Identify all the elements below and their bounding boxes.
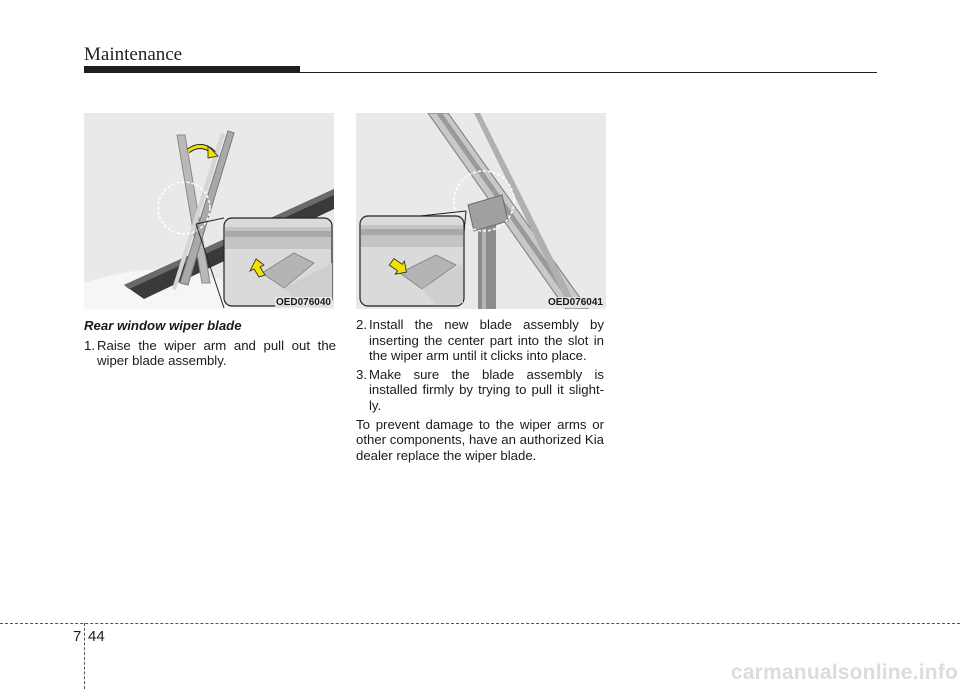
step-text: Raise the wiper arm and pull out the wiper blade assembly. (97, 337, 336, 369)
chapter-number: 7 (73, 628, 82, 645)
figure-blade-install (356, 113, 606, 309)
left-text-column (84, 318, 336, 372)
header-bar (84, 66, 300, 73)
blade-install-illustration (356, 113, 606, 309)
footer-rule (0, 623, 960, 624)
wiper-raise-illustration (84, 113, 334, 309)
page-header-title: Maintenance (84, 44, 183, 65)
figure-rear-wiper-raise (84, 113, 334, 309)
step-item (84, 338, 336, 369)
step-number: 3. (356, 366, 367, 382)
step-item (356, 317, 604, 364)
right-text-column (356, 317, 604, 463)
step-item (356, 367, 604, 414)
section-title: Rear window wiper blade (84, 318, 242, 333)
page-number: 44 (88, 628, 105, 645)
note-paragraph: To prevent damage to the wiper arms or other components, have an authorized Kia dealer replace the wiper blade. (356, 416, 604, 463)
figure-code: OED076041 (547, 297, 603, 308)
figure-code: OED076040 (275, 297, 331, 308)
step-number: 1. (84, 337, 95, 353)
watermark-text: carmanualsonline.info (730, 661, 958, 684)
header-rule (300, 72, 877, 73)
step-text: Make sure the blade assembly is installed firmly by trying to pull it slight-ly. (369, 366, 604, 413)
footer-divider (84, 623, 85, 689)
step-number: 2. (356, 317, 367, 332)
step-text: Install the new blade assembly by inserting the center part into the slot in the wiper arm until it clicks into place. (369, 317, 604, 364)
